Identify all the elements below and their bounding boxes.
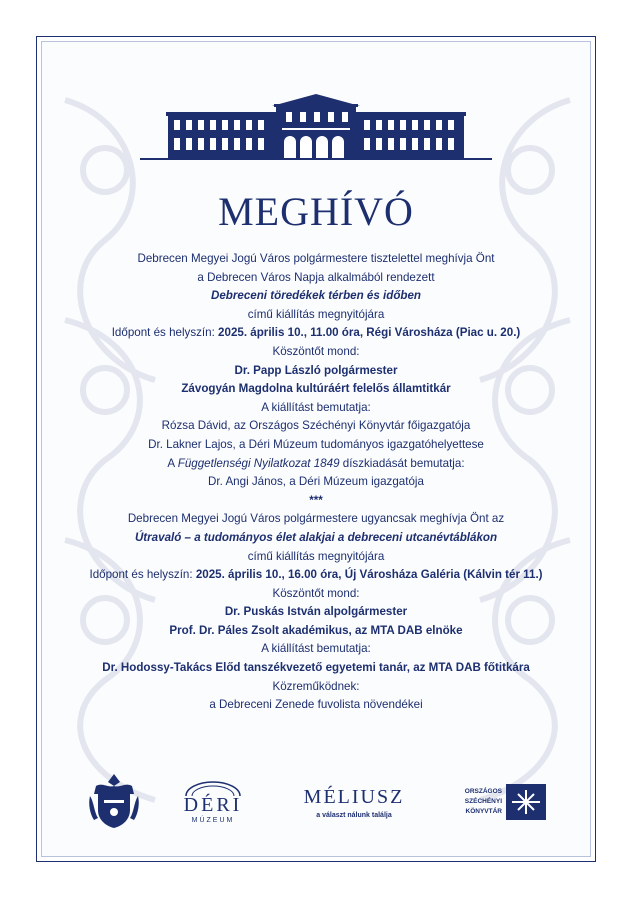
place-label: Időpont és helyszín: [89,568,196,582]
greeter: Dr. Papp László polgármester [234,363,398,377]
oszk-book-icon [506,784,546,820]
oszk-logo [450,784,550,824]
second-line: című kiállítás megnyitójára [247,549,385,563]
meliusz-tagline: a választ nálunk találja [316,812,392,819]
contrib-label: Közreműködnek: [272,679,360,693]
intro-line: Debrecen Megyei Jogú Város polgármestere tisztelettel meghívja Önt [137,252,495,265]
place-value: 2025. április 10., 11.00 óra, Régi Városháza (Piac u. 20.) [218,326,521,340]
presenter: Rózsa Dávid, az Országos Széchényi Könyvtár főigazgatója [161,419,471,433]
facsimile-title: Függetlenségi Nyilatkozat 1849 [177,456,340,470]
oszk-line3: KÖNYVTÁR [465,808,502,815]
deri-sub: MÚZEUM [191,817,235,824]
meliusz-name: MÉLIUSZ [303,786,405,808]
place-label: Időpont és helyszín: [111,326,219,340]
meliusz-logo [298,786,410,830]
exhibit-title: Debreceni töredékek térben és időben [210,289,422,303]
place-line [60,566,572,585]
second-line: Debrecen Megyei Jogú Város polgármestere ugyancsak meghívja Önt az [127,512,505,526]
deri-name: DÉRI [183,794,243,816]
greeter: Dr. Puskás István alpolgármester [224,605,408,619]
invitation-body [60,250,572,715]
page-title: MEGHÍVÓ [218,189,414,234]
greet-label: Köszöntőt mond: [272,344,360,358]
presenter: Dr. Hodossy-Takács Előd tanszékvezető egyetemi tanár, az MTA DAB főtitkára [102,661,530,675]
contributors: a Debreceni Zenede fuvolista növendékei [209,698,423,712]
intro-line: című kiállítás megnyitójára [247,307,385,321]
facsimile-line [60,455,572,474]
place-value: 2025. április 10., 16.00 óra, Új Városháza Galéria (Kálvin tér 11.) [195,568,543,582]
deri-muzeum-logo [180,780,246,830]
greeter: Závogyán Magdolna kultúráért felelős államtitkár [181,382,451,396]
presenter: Dr. Angi János, a Déri Múzeum igazgatója [208,475,424,489]
greet-label: Köszöntőt mond: [272,586,360,600]
presenter: Dr. Lakner Lajos, a Déri Múzeum tudományos igazgatóhelyettese [148,437,484,451]
exhibit-title: Útravaló – a tudományos élet alakjai a debreceni utcanévtáblákon [134,530,498,544]
intro-line: a Debrecen Város Napja alkalmából rendezett [197,270,435,284]
present-label: A kiállítást bemutatja: [261,642,371,656]
place-line [60,324,572,343]
debrecen-coat-of-arms-icon [88,772,140,830]
sponsor-logos [0,770,632,830]
present-label: A kiállítást bemutatja: [261,400,371,414]
oszk-line1: ORSZÁGOS [464,788,502,795]
facsimile-pre: A [167,456,178,470]
greeter: Prof. Dr. Páles Zsolt akadémikus, az MTA DAB elnöke [169,623,463,637]
oszk-line2: SZÉCHÉNYI [464,798,502,805]
facsimile-post: díszkiadását bemutatja: [339,456,465,470]
separator: *** [309,493,323,507]
town-hall-illustration-icon [140,92,492,164]
